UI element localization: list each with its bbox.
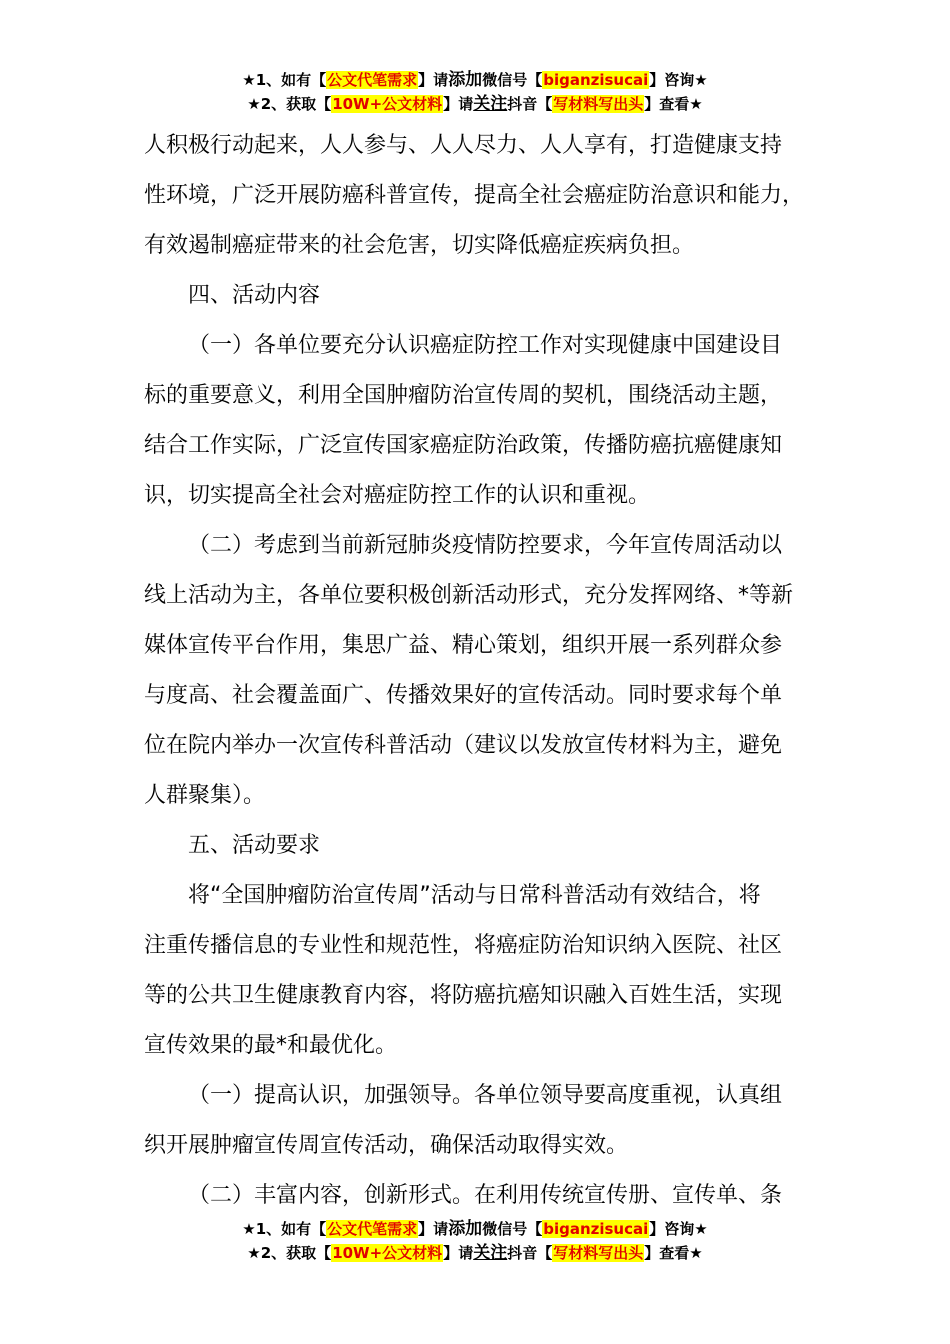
body-line: 识，切实提高全社会对癌症防控工作的认识和重视。 — [144, 483, 651, 508]
document-body — [144, 121, 824, 1221]
body-line: 宣传效果的最*和最优化。 — [144, 1033, 398, 1058]
body-line: 标的重要意义，利用全国肿瘤防治宣传周的契机，围绕活动主题， — [144, 383, 783, 408]
promo-text: 】请 — [443, 1244, 474, 1262]
promo-highlight: 公文代笔需求 — [327, 1220, 418, 1238]
body-line: 将“全国肿瘤防治宣传周”活动与日常科普活动有效结合，将 — [188, 883, 761, 908]
body-line: （一）各单位要充分认识癌症防控工作对实现健康中国建设目 — [188, 333, 783, 358]
body-line: 性环境，广泛开展防癌科普宣传，提高全社会癌症防治意识和能力， — [144, 183, 805, 208]
body-line: 人群聚集）。 — [144, 783, 266, 808]
promo-text: ★2、获取【 — [247, 1244, 332, 1262]
promo-text: 抖音【 — [507, 1244, 553, 1262]
promo-line-1 — [0, 1217, 950, 1241]
promo-banner-bottom — [0, 1217, 950, 1265]
promo-text: 关注 — [473, 94, 508, 114]
promo-text: 】咨询★ — [649, 1220, 708, 1238]
promo-highlight: biganzisucai — [543, 71, 649, 89]
promo-highlight: 写材料写出头 — [553, 1244, 644, 1262]
promo-text: ★1、如有【 — [242, 71, 327, 89]
body-line: 有效遏制癌症带来的社会危害，切实降低癌症疾病负担。 — [144, 233, 695, 258]
promo-banner-top — [0, 68, 950, 116]
body-line: 注重传播信息的专业性和规范性，将癌症防治知识纳入医院、社区 — [144, 933, 783, 958]
body-line: 与度高、社会覆盖面广、传播效果好的宣传活动。同时要求每个单 — [144, 683, 783, 708]
section-heading: 四、活动内容 — [188, 283, 321, 308]
body-line: 线上活动为主，各单位要积极创新活动形式，充分发挥网络、*等新 — [144, 583, 794, 608]
body-line: 位在院内举办一次宣传科普活动（建议以发放宣传材料为主，避免 — [144, 733, 783, 758]
body-line: 等的公共卫生健康教育内容，将防癌抗癌知识融入百姓生活，实现 — [144, 983, 783, 1008]
promo-text: 微信号【 — [482, 1220, 543, 1238]
body-line: （二）考虑到当前新冠肺炎疫情防控要求，今年宣传周活动以 — [188, 533, 783, 558]
promo-line-1 — [0, 68, 950, 92]
promo-text: 】请 — [418, 1220, 449, 1238]
body-line: 织开展肿瘤宣传周宣传活动，确保活动取得实效。 — [144, 1133, 629, 1158]
promo-text: 关注 — [473, 1243, 508, 1263]
promo-text: 】查看★ — [644, 95, 703, 113]
body-line: （一）提高认识，加强领导。各单位领导要高度重视，认真组 — [188, 1083, 783, 1108]
promo-text: 】咨询★ — [649, 71, 708, 89]
promo-line-2 — [0, 92, 950, 116]
promo-text: 】请 — [418, 71, 449, 89]
promo-text: 添加 — [448, 1219, 483, 1239]
body-line: 人积极行动起来，人人参与、人人尽力、人人享有，打造健康支持 — [144, 133, 783, 158]
promo-highlight: 公文代笔需求 — [327, 71, 418, 89]
promo-highlight: 10W+公文材料 — [332, 1244, 443, 1262]
promo-text: ★1、如有【 — [242, 1220, 327, 1238]
promo-line-2 — [0, 1241, 950, 1265]
promo-text: 】请 — [443, 95, 474, 113]
promo-highlight: 10W+公文材料 — [332, 95, 443, 113]
promo-text: 抖音【 — [507, 95, 553, 113]
body-line: 媒体宣传平台作用，集思广益、精心策划，组织开展一系列群众参 — [144, 633, 783, 658]
body-line: （二）丰富内容，创新形式。在利用传统宣传册、宣传单、条 — [188, 1183, 783, 1208]
promo-text: 微信号【 — [482, 71, 543, 89]
body-line: 结合工作实际，广泛宣传国家癌症防治政策，传播防癌抗癌健康知 — [144, 433, 783, 458]
section-heading: 五、活动要求 — [188, 833, 321, 858]
promo-highlight: biganzisucai — [543, 1220, 649, 1238]
promo-text: 】查看★ — [644, 1244, 703, 1262]
promo-text: ★2、获取【 — [247, 95, 332, 113]
promo-text: 添加 — [448, 70, 483, 90]
promo-highlight: 写材料写出头 — [553, 95, 644, 113]
